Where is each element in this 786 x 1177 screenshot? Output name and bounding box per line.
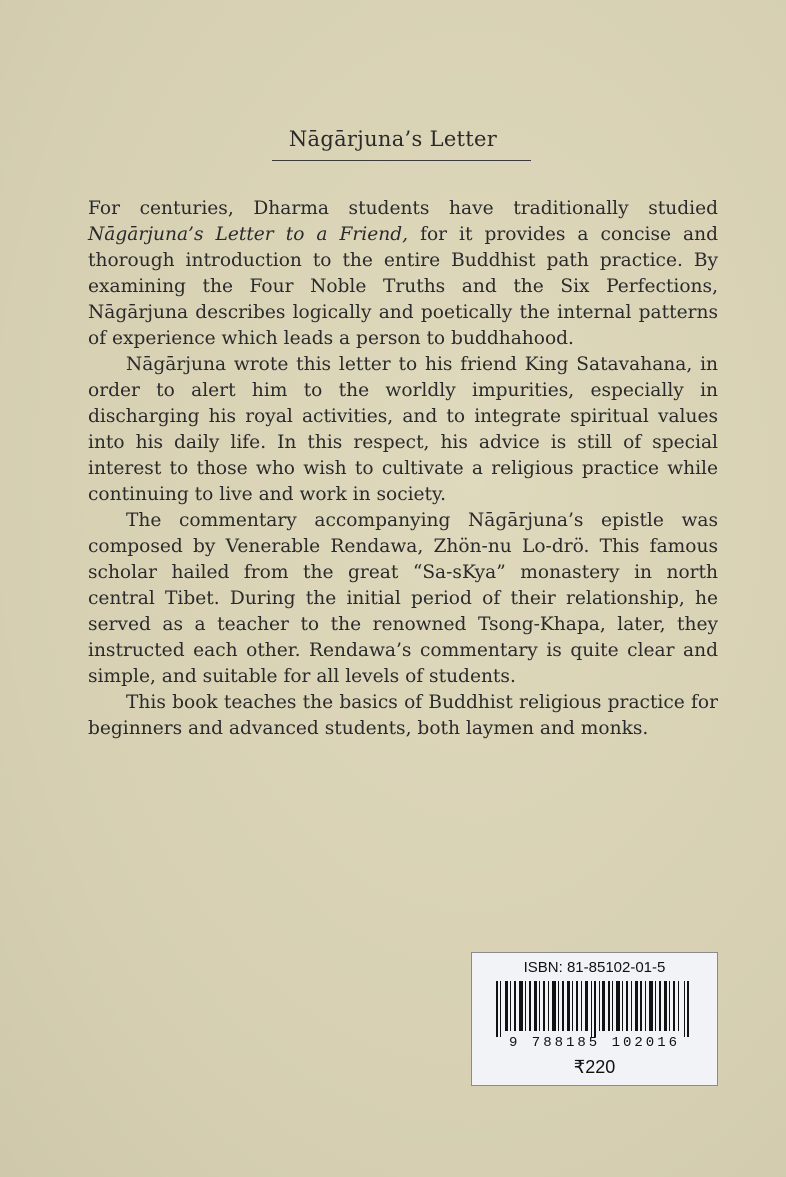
isbn-number: ISBN: 81-85102-01-5 [523, 959, 666, 976]
barcode-icon [496, 981, 694, 1037]
blurb-text [88, 196, 718, 742]
paragraph-3: The commentary accompanying Nāgārjuna’s epistle was composed by Venerable Rendawa, Zhön-nu Lo-drö. This famous scholar hailed from the great “Sa-sKya” monastery in north central Tibet. During the initial period of their relationship, he served as a teacher to the renowned Tsong-Khapa, later, they instructed each other. Rendawa’s commentary is quite clear and simple, and suitable for all levels of students. [88, 510, 718, 687]
barcode-label [471, 952, 718, 1086]
paragraph-1 [88, 196, 718, 352]
paragraph-2: Nāgārjuna wrote this letter to his friend King Satavahana, in order to alert him to the worldly impurities, especially in discharging his royal activities, and to integrate spiritual values into his daily life. In this respect, his advice is still of special interest to those who wish to cultivate a religious practice while continuing to live and work in society. [88, 354, 718, 505]
paragraph-1-rest: for it provides a concise and thorough introduction to the entire Buddhist path practice. By examining the Four Noble Truths and the Six Perfections, Nāgārjuna describes logically and poetically the internal patterns of experience which leads a person to buddhahood. [88, 224, 718, 349]
price-tag: ₹220 [573, 1057, 616, 1077]
book-title-italic: Nāgārjuna’s Letter to a Friend, [88, 224, 409, 245]
book-title: Nāgārjuna’s Letter [288, 127, 498, 151]
paragraph-1-lead: For centuries, Dharma students have traditionally studied [88, 198, 718, 219]
barcode-digits: 9 788185 102016 [508, 1035, 681, 1051]
paragraph-4: This book teaches the basics of Buddhist religious practice for beginners and advanced students, both laymen and monks. [88, 692, 718, 739]
title-underline [272, 160, 531, 161]
